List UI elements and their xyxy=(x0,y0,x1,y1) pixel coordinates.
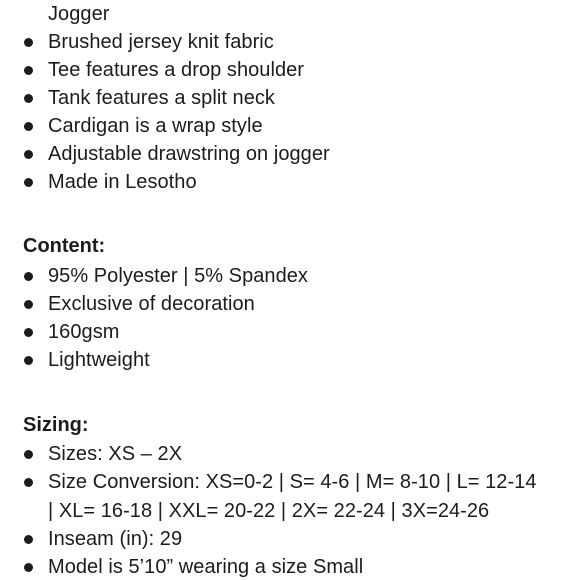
bullet-icon xyxy=(24,122,33,131)
list-item: Model is 5’10” wearing a size Small xyxy=(48,556,364,578)
section-heading-content: Content: xyxy=(23,235,106,257)
list-item: Adjustable drawstring on jogger xyxy=(48,143,330,165)
bullet-icon xyxy=(24,478,33,487)
list-item: Size Conversion: XS=0-2 | S= 4-6 | M= 8-10 | L= 12-14 xyxy=(48,471,537,493)
list-item: Brushed jersey knit fabric xyxy=(48,31,274,53)
list-item: Sizes: XS – 2X xyxy=(48,443,183,465)
bullet-icon xyxy=(24,94,33,103)
bullet-icon xyxy=(24,563,33,572)
bullet-icon xyxy=(24,328,33,337)
list-item: Inseam (in): 29 xyxy=(48,528,183,550)
bullet-icon xyxy=(24,38,33,47)
bullet-icon xyxy=(24,66,33,75)
bullet-icon xyxy=(24,300,33,309)
list-item: Cardigan is a wrap style xyxy=(48,115,263,137)
bullet-icon xyxy=(24,150,33,159)
list-item: Made in Lesotho xyxy=(48,171,197,193)
list-item: Lightweight xyxy=(48,349,150,371)
list-item: 160gsm xyxy=(48,321,120,343)
bullet-icon xyxy=(24,272,33,281)
list-item-continuation: Jogger xyxy=(48,3,110,25)
list-item: Exclusive of decoration xyxy=(48,293,255,315)
bullet-icon xyxy=(24,535,33,544)
list-item: 95% Polyester | 5% Spandex xyxy=(48,265,308,287)
bullet-icon xyxy=(24,178,33,187)
bullet-icon xyxy=(24,450,33,459)
list-item: Tee features a drop shoulder xyxy=(48,59,305,81)
bullet-icon xyxy=(24,356,33,365)
list-item: Tank features a split neck xyxy=(48,87,275,109)
section-heading-sizing: Sizing: xyxy=(23,414,89,436)
list-item-continuation: | XL= 16-18 | XXL= 20-22 | 2X= 22-24 | 3X=24-26 xyxy=(48,500,490,522)
